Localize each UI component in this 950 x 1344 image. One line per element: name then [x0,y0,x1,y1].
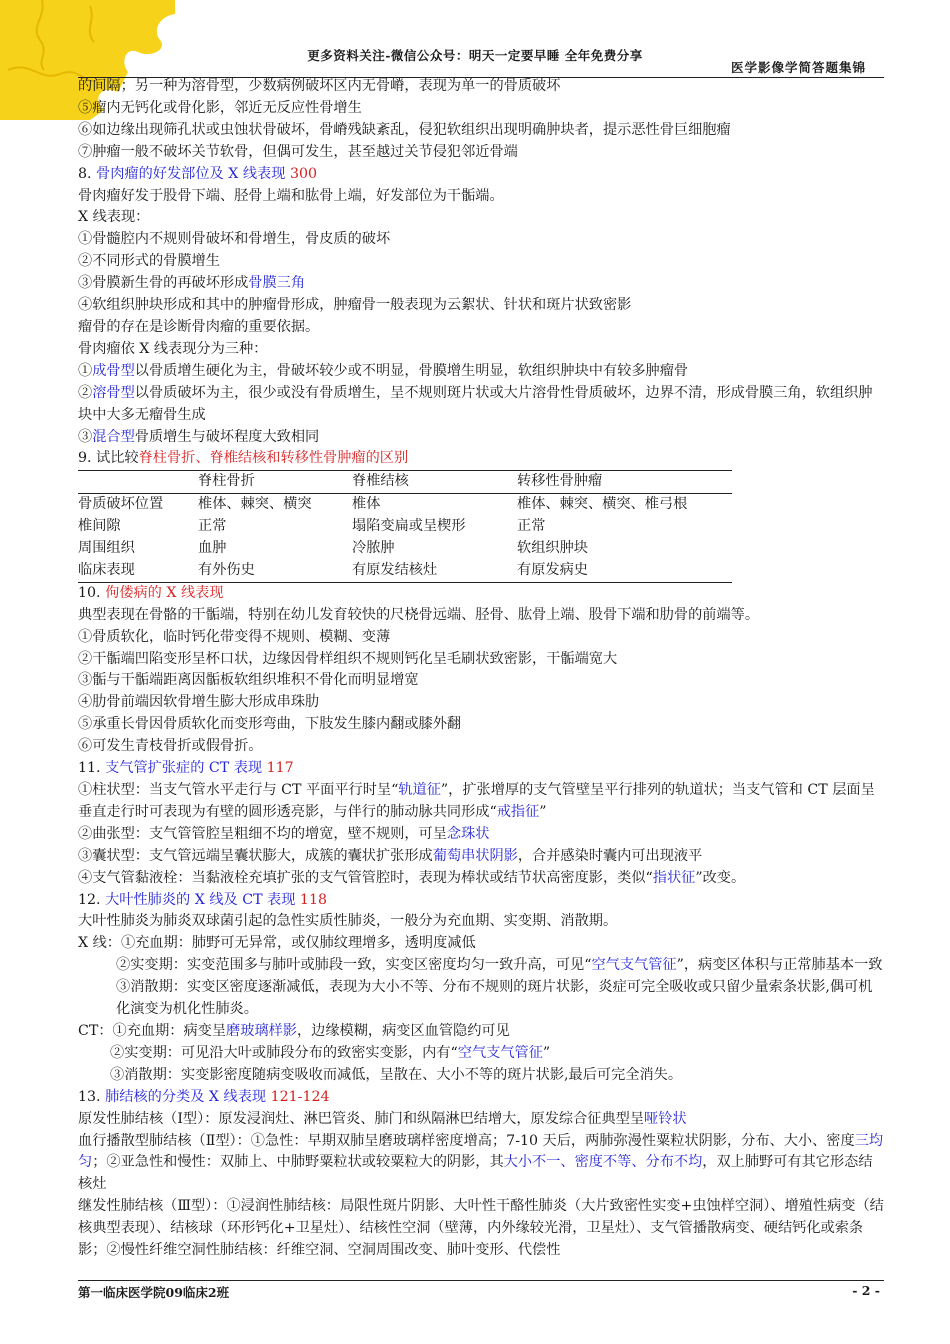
table-cell: 临床表现 [78,560,198,582]
text-line: ②曲张型：支气管管腔呈粗细不均的增宽，壁不规则，可呈念珠状 [78,825,490,842]
keyword: 磨玻璃样影 [226,1022,297,1039]
text-line: 骨肉瘤依 X 线表现分为三种： [78,340,268,357]
table-cell: 正常 [517,518,546,535]
text-line: ⑤承重长骨因骨质软化而变形弯曲，下肢发生膝内翻或膝外翻 [78,716,462,733]
text-line: ①骨髓腔内不规则骨破坏和骨增生，骨皮质的破坏 [78,231,391,248]
text-line: 的间隔；另一种为溶骨型，少数病例破坏区内无骨嵴，表现为单一的骨质破坏 [78,78,561,94]
text-line: ③消散期：实变区密度逐渐减低，表现为大小不等、分布不规则的斑片状影，炎症可完全吸收或只留少量索条状影,偶可机化演变为机化性肺炎。 [116,979,873,1018]
keyword: 空气支气管征 [457,1044,543,1061]
table-cell: 血肿 [198,540,227,557]
keyword: 空气支气管征 [591,957,677,974]
table-cell: 椎体 [352,496,381,513]
table-cell: 软组织肿块 [517,540,588,557]
keyword: 成骨型 [92,362,135,379]
text-line: ⑤瘤内无钙化或骨化影，邻近无反应性骨增生 [78,99,362,116]
text-line: 原发性肺结核（Ⅰ型）：原发浸润灶、淋巴管炎、肺门和纵隔淋巴结增大，原发综合征典型呈哑铃状 [78,1110,687,1127]
text-line: ③囊状型：支气管远端呈囊状膨大，成簇的囊状扩张形成葡萄串状阴影，合并感染时囊内可出现液平 [78,847,703,864]
text-line: ④肋骨前端因软骨增生膨大形成串珠肋 [78,694,320,711]
text-line: CT：①充血期：病变呈磨玻璃样影，边缘模糊，病变区血管隐约可见 [78,1022,510,1039]
table-cell: 椎体、棘突、横突、椎弓根 [517,496,688,513]
keyword: 溶骨型 [92,384,135,401]
text-line: 瘤骨的存在是诊断骨肉瘤的重要依据。 [78,318,320,335]
header-title: 医学影像学简答题集锦 [730,60,866,75]
table-header-cell: 转移性骨肿瘤 [517,471,732,494]
page-number: - 2 - [852,1283,880,1298]
text-line: ②不同形式的骨膜增生 [78,253,220,270]
text-line: ⑥可发生青枝骨折或假骨折。 [78,738,263,755]
keyword: 葡萄串状阴影 [432,847,518,864]
text-line: 血行播散型肺结核（Ⅱ型）：①急性：早期双肺呈磨玻璃样密度增高；7-10 天后，两肺弥漫性粟粒状阴影，分布、大小、密度三均匀；②亚急性和慢性：双肺上、中肺野粟粒状或较粟粒大的阴影，其大小不一、密度不等、分布不均，双上肺野可有其它形态结核灶 [78,1132,884,1193]
text-line: ⑦肿瘤一般不破坏关节软骨，但偶可发生，甚至越过关节侵犯邻近骨端 [78,143,518,160]
table-cell: 骨质破坏位置 [78,496,164,513]
text-line: ②溶骨型以骨质破坏为主，很少或没有骨质增生，呈不规则斑片状或大片溶骨性骨质破坏，边界不清，形成骨膜三角，软组织肿块中大多无瘤骨生成 [78,384,873,423]
table-cell: 有原发病史 [517,560,732,582]
text-line: X 线：①充血期：肺野可无异常，或仅肺纹理增多，透明度减低 [78,935,476,952]
keyword: 戒指征 [496,803,540,820]
text-line: 继发性肺结核（Ⅲ型）：①浸润性肺结核：局限性斑片阴影、大叶性干酪性肺炎（大片致密性实变+虫蚀样空洞）、增殖性病变（结核典型表现）、结核球（环形钙化+卫星灶）、结核性空洞（壁薄，内外缘较光滑，卫星灶）、支气管播散病变、硬结钙化或索条影；②慢性纤维空洞性肺结核：纤维空洞、空洞周围改变、肺叶变形、代偿性 [78,1198,884,1259]
table-row [78,516,732,538]
text-line: ⑥如边缘出现筛孔状或虫蚀状骨破坏，骨嵴残缺紊乱，侵犯软组织出现明确肿块者，提示恶性骨巨细胞瘤 [78,121,731,138]
header-note: 更多资料关注-微信公众号：明天一定要早睡 全年免费分享 [307,48,643,63]
table-header-cell: 脊柱骨折 [198,471,352,494]
keyword: 哑铃状 [644,1110,687,1127]
text-line: ①骨质软化，临时钙化带变得不规则、模糊、变薄 [78,628,391,645]
question-heading: 13. 肺结核的分类及 X 线表现 121-124 [78,1088,330,1105]
footer-class: 第一临床医学院09临床2班 [78,1285,230,1300]
question-heading: 9. 试比较脊柱骨折、脊椎结核和转移性骨肿瘤的区别 [78,450,409,467]
table-cell: 正常 [198,518,227,535]
text-line: ②实变期：可见沿大叶或肺段分布的致密实变影，内有“空气支气管征” [110,1044,551,1061]
keyword: 混合型 [92,428,135,445]
text-line: ④软组织肿块形成和其中的肿瘤骨形成，肿瘤骨一般表现为云絮状、针状和斑片状致密影 [78,297,632,314]
text-line: 大叶性肺炎为肺炎双球菌引起的急性实质性肺炎，一般分为充血期、实变期、消散期。 [78,913,618,930]
question-heading: 8. 骨肉瘤的好发部位及 X 线表现 300 [78,165,318,182]
table-cell: 塌陷变扁或呈楔形 [352,518,466,535]
text-line: ①成骨型以骨质增生硬化为主，骨破坏较少或不明显，骨膜增生明显，软组织肿块中有较多肿瘤骨 [78,362,689,379]
table-cell: 椎间隙 [78,518,121,535]
text-line: ③骺与干骺端距离因骺板软组织堆积不骨化而明显增宽 [78,672,419,689]
table-cell: 有原发结核灶 [352,560,517,582]
question-heading: 12. 大叶性肺炎的 X 线及 CT 表现 118 [78,891,328,908]
table-row [78,494,732,516]
text-line: ①柱状型：当支气管水平走行与 CT 平面平行时呈“轨道征”，扩张增厚的支气管壁呈平行排列的轨道状；当支气管和 CT 层面呈垂直走行时可表现为有壁的圆形透亮影，与伴行的肺动脉共同形成“戒指征” [78,782,875,820]
question-heading: 10. 佝偻病的 X 线表现 [78,584,224,601]
table-header-cell [78,471,198,494]
table-cell: 冷脓肿 [352,540,395,557]
text-line: 骨肉瘤好发于股骨下端、胫骨上端和肱骨上端，好发部位为干骺端。 [78,187,504,204]
keyword: 轨道征 [398,782,441,798]
page-content [78,76,884,1262]
text-line: 典型表现在骨骼的干骺端，特别在幼儿发育较快的尺桡骨远端、胫骨、肱骨上端、股骨下端和肋骨的前端等。 [78,606,760,623]
text-line: X 线表现： [78,209,150,226]
text-line: ④支气管黏液栓：当黏液栓充填扩张的支气管管腔时，表现为棒状或结节状高密度影，类似“指状征”改变。 [78,869,746,886]
keyword: 大小不一、密度不等、分布不均 [503,1154,703,1171]
keyword: 念珠状 [446,825,490,842]
table-cell: 周围组织 [78,540,135,557]
text-line: ③骨膜新生骨的再破坏形成骨膜三角 [78,275,306,292]
keyword: 三均匀 [78,1132,884,1171]
text-line: ②干骺端凹陷变形呈杯口状，边缘因骨样组织不规则钙化呈毛刷状致密影，干骺端宽大 [78,650,618,667]
table-cell: 有外伤史 [198,560,352,582]
footer-rule [78,1280,884,1281]
text-line: ③消散期：实变影密度随病变吸收而减低，呈散在、大小不等的斑片状影,最后可完全消失。 [110,1066,683,1083]
table-header-cell: 脊椎结核 [352,471,517,494]
table-row [78,538,732,560]
keyword: 指状征 [652,869,696,886]
table-cell: 椎体、棘突、横突 [198,496,312,513]
keyword: 骨膜三角 [248,275,306,292]
comparison-table [78,470,732,583]
table-row [78,560,732,582]
question-heading: 11. 支气管扩张症的 CT 表现 117 [78,760,294,777]
table-header-row [78,471,732,494]
text-line: ③混合型骨质增生与破坏程度大致相同 [78,428,320,445]
text-line: ②实变期：实变范围多与肺叶或肺段一致，实变区密度均匀一致升高，可见“空气支气管征”，病变区体积与正常肺基本一致 [116,957,883,974]
